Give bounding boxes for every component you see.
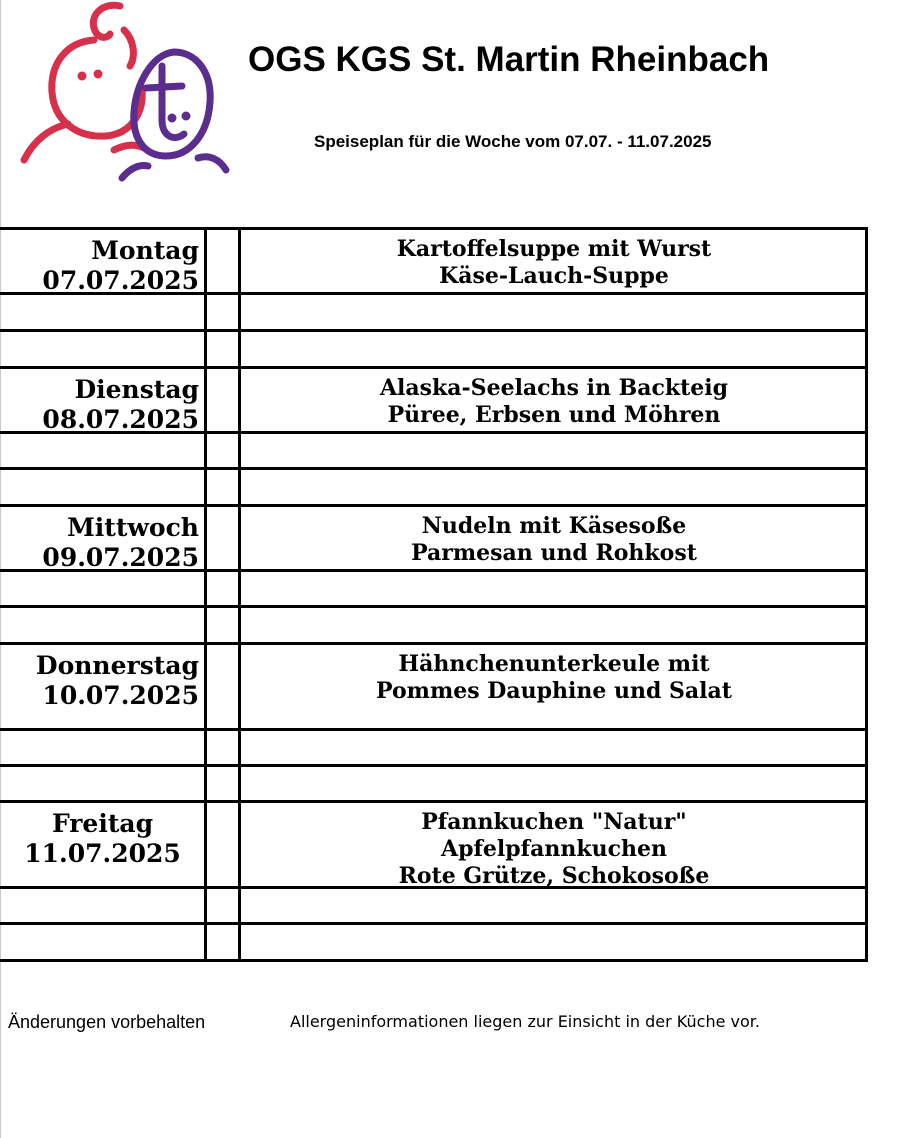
- day-cell-wednesday: [0, 513, 205, 569]
- day-date: 08.07.2025: [42, 405, 199, 431]
- meal-line: Käse-Lauch-Suppe: [439, 263, 669, 289]
- meal-line: Apfelpfannkuchen: [441, 836, 667, 862]
- table-rule: [0, 922, 868, 925]
- day-cell-thursday: [0, 651, 205, 727]
- table-rule: [0, 504, 868, 507]
- table-rule: [0, 764, 868, 767]
- table-rule: [0, 605, 868, 608]
- menu-week-subtitle: Speiseplan für die Woche vom 07.07. - 11.07.2025: [314, 132, 712, 151]
- meal-cell-monday: [242, 236, 866, 292]
- table-rule: [0, 800, 868, 803]
- day-cell-monday: [0, 236, 205, 292]
- meal-cell-thursday: [242, 651, 866, 727]
- day-cell-tuesday: [0, 375, 205, 431]
- table-rule: [0, 227, 868, 230]
- day-name: Mittwoch: [67, 513, 199, 542]
- ogs-logo-icon: [14, 0, 234, 185]
- meal-line: Kartoffelsuppe mit Wurst: [396, 236, 712, 262]
- meal-line: Nudeln mit Käsesoße: [421, 513, 687, 539]
- table-rule: [0, 569, 868, 572]
- table-rule: [0, 728, 868, 731]
- meal-line: Pfannkuchen "Natur": [421, 809, 687, 835]
- meal-line: Alaska-Seelachs in Backteig: [379, 375, 729, 401]
- day-name: Freitag: [51, 809, 154, 838]
- changes-reserved-note: Änderungen vorbehalten: [8, 1012, 206, 1032]
- meal-line: Püree, Erbsen und Möhren: [387, 402, 721, 428]
- page-title: OGS KGS St. Martin Rheinbach: [248, 40, 770, 79]
- meal-line: Parmesan und Rohkost: [411, 540, 697, 566]
- table-rule: [0, 886, 868, 889]
- allergen-info-note: Allergeninformationen liegen zur Einsicht in der Küche vor.: [290, 1012, 760, 1031]
- meal-line: Rote Grütze, Schokosoße: [398, 863, 710, 886]
- day-cell-friday: [0, 809, 205, 886]
- meal-cell-tuesday: [242, 375, 866, 431]
- day-date: 10.07.2025: [42, 681, 199, 710]
- meal-cell-friday: [242, 809, 866, 886]
- table-rule: [0, 292, 868, 295]
- meal-line: Hähnchenunterkeule mit: [398, 651, 710, 677]
- table-rule: [0, 329, 868, 332]
- table-rule: [0, 959, 868, 962]
- table-rule: [0, 366, 868, 369]
- day-date: 11.07.2025: [24, 839, 181, 868]
- day-name: Montag: [91, 236, 199, 265]
- meal-line: Pommes Dauphine und Salat: [376, 678, 732, 704]
- table-rule: [0, 642, 868, 645]
- day-date: 07.07.2025: [42, 266, 199, 292]
- day-name: Donnerstag: [35, 651, 199, 680]
- table-rule: [0, 431, 868, 434]
- day-name: Dienstag: [74, 375, 199, 404]
- meal-cell-wednesday: [242, 513, 866, 569]
- day-date: 09.07.2025: [42, 543, 199, 569]
- table-column-rule: [238, 227, 241, 962]
- table-rule: [0, 467, 868, 470]
